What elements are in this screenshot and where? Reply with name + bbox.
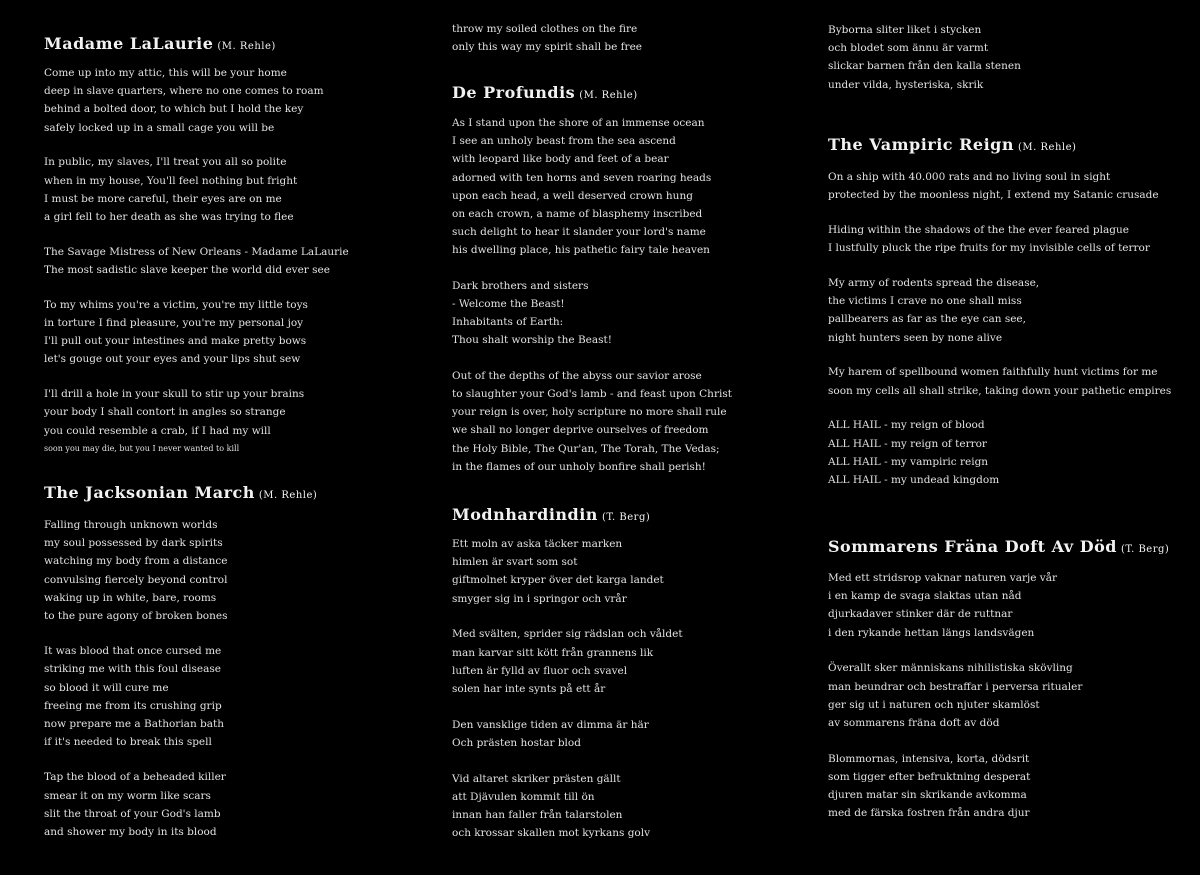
- lyric-line: To my whims you're a victim, you're my little toys: [44, 298, 308, 311]
- lyric-line: soon you may die, but you I never wanted to kill: [44, 443, 240, 453]
- lyric-line: Blommornas, intensiva, korta, dödsrit: [828, 752, 1030, 765]
- lyric-line: watching my body from a distance: [44, 555, 228, 568]
- lyric-line: ALL HAIL - my undead kingdom: [828, 474, 1000, 486]
- lyric-line: you could resemble a crab, if I had my will: [44, 424, 271, 437]
- lyric-line: Ett moln av aska täcker marken: [452, 538, 623, 550]
- lyric-line: the Holy Bible, The Qur'an, The Torah, The Vedas;: [452, 442, 720, 455]
- lyric-line: man beundrar och bestraffar i perversa ritualer: [828, 680, 1083, 693]
- song-title-text: Madame LaLaurie: [44, 34, 214, 53]
- lyric-line: djuren matar sin skrikande avkomma: [828, 789, 1027, 801]
- lyric-line: with leopard like body and feet of a bear: [452, 153, 669, 166]
- lyric-line: in the flames of our unholy bonfire shall perish!: [452, 460, 706, 473]
- lyric-line: safely locked up in a small cage you will be: [44, 121, 275, 134]
- song-title: [452, 83, 638, 106]
- lyric-line: I must be more careful, their eyes are on me: [44, 192, 282, 205]
- lyric-line: pallbearers as far as the eye can see,: [828, 313, 1026, 326]
- lyric-line: so blood it will cure me: [44, 681, 169, 694]
- song-title: [828, 135, 1076, 158]
- lyric-line: and shower my body in its blood: [44, 826, 217, 838]
- lyric-line: now prepare me a Bathorian bath: [44, 718, 225, 730]
- song-title-text: Sommarens Fräna Doft Av Död: [828, 537, 1117, 556]
- lyric-line: giftmolnet kryper över det karga landet: [452, 574, 664, 587]
- lyric-line: som tigger efter befruktning desperat: [828, 770, 1031, 783]
- lyric-line: Hiding within the shadows of the the ever feared plague: [828, 224, 1129, 236]
- lyric-line: man karvar sitt kött från grannens lik: [452, 646, 654, 659]
- song-author: (M. Rehle): [1018, 142, 1077, 153]
- song-author: (M. Rehle): [579, 90, 638, 101]
- lyric-line: Överallt sker människans nihilistiska skövling: [828, 662, 1073, 675]
- lyric-line: ALL HAIL - my reign of blood: [828, 419, 985, 432]
- lyric-line: av sommarens fräna doft av död: [828, 716, 1000, 729]
- lyric-line: your reign is over, holy scripture no more shall rule: [452, 406, 727, 419]
- lyric-line: I see an unholy beast from the sea ascend: [452, 135, 676, 148]
- lyric-line: i en kamp de svaga slaktas utan nåd: [828, 590, 1022, 603]
- song-title-text: The Jacksonian March: [44, 483, 255, 502]
- lyric-line: djurkadaver stinker där de ruttnar: [828, 608, 1013, 621]
- lyric-line: The most sadistic slave keeper the world did ever see: [44, 264, 330, 276]
- lyric-line: soon my cells all shall strike, taking down your pathetic empires: [828, 384, 1172, 397]
- lyric-line: in torture I find pleasure, you're my personal joy: [44, 317, 304, 329]
- lyric-line: Dark brothers and sisters: [452, 279, 589, 292]
- lyric-line: ALL HAIL - my reign of terror: [828, 437, 987, 450]
- lyric-line: Falling through unknown worlds: [44, 519, 218, 531]
- lyric-line: waking up in white, bare, rooms: [44, 591, 217, 604]
- lyric-line: my soul possessed by dark spirits: [44, 537, 223, 550]
- lyric-line: on each crown, a name of blasphemy inscribed: [452, 208, 703, 220]
- lyric-line: under vilda, hysteriska, skrik: [828, 78, 984, 91]
- lyric-line: och krossar skallen mot kyrkans golv: [452, 827, 651, 840]
- lyric-line: solen har inte synts på ett år: [452, 682, 606, 695]
- lyric-line: slit the throat of your God's lamb: [44, 807, 221, 820]
- lyric-line: Med svälten, sprider sig rädslan och våldet: [452, 628, 683, 641]
- lyric-line: behind a bolted door, to which but I hold the key: [44, 103, 304, 116]
- lyric-line: deep in slave quarters, where no one comes to roam: [44, 85, 324, 98]
- song-title-text: The Vampiric Reign: [828, 135, 1014, 154]
- lyric-line: i den rykande hettan längs landsvägen: [828, 626, 1035, 639]
- lyric-line: och blodet som ännu är varmt: [828, 42, 989, 55]
- lyric-line: to the pure agony of broken bones: [44, 610, 228, 622]
- song-title-text: Modnhardindin: [452, 505, 598, 524]
- lyric-line: In public, my slaves, I'll treat you all so polite: [44, 156, 287, 169]
- lyric-line: we shall no longer deprive ourselves of freedom: [452, 424, 709, 437]
- lyric-line: ALL HAIL - my vampiric reign: [828, 455, 989, 468]
- lyric-line: himlen är svart som sot: [452, 556, 578, 569]
- lyric-line: - Welcome the Beast!: [452, 298, 565, 310]
- lyric-line: striking me with this foul disease: [44, 663, 221, 676]
- lyric-line: night hunters seen by none alive: [828, 331, 1003, 344]
- lyric-line: let's gouge out your eyes and your lips shut sew: [44, 353, 301, 366]
- lyric-line: slickar barnen från den kalla stenen: [828, 60, 1021, 73]
- song-title: [452, 505, 650, 528]
- lyric-line: upon each head, a well deserved crown hung: [452, 189, 693, 202]
- lyric-line: As I stand upon the shore of an immense ocean: [452, 117, 705, 129]
- lyric-line: throw my soiled clothes on the fire: [452, 23, 638, 35]
- lyric-line: It was blood that once cursed me: [44, 645, 222, 658]
- lyric-line: Out of the depths of the abyss our savior arose: [452, 369, 702, 382]
- lyric-line: med de färska fostren från andra djur: [828, 807, 1030, 820]
- song-author: (T. Berg): [601, 512, 651, 523]
- lyric-line: adorned with ten horns and seven roaring heads: [452, 171, 712, 184]
- lyric-line: I'll drill a hole in your skull to stir up your brains: [44, 388, 305, 401]
- lyric-line: I lustfully pluck the ripe fruits for my invisible cells of terror: [828, 242, 1150, 255]
- lyric-line: Come up into my attic, this will be your home: [44, 67, 287, 79]
- lyric-line: I'll pull out your intestines and make pretty bows: [44, 335, 307, 348]
- lyric-line: luften är fylld av fluor och svavel: [452, 664, 628, 677]
- lyric-line: smear it on my worm like scars: [44, 789, 211, 802]
- lyric-line: Thou shalt worship the Beast!: [452, 334, 612, 347]
- song-author: (T. Berg): [1120, 544, 1170, 555]
- lyric-line: such delight to hear it slander your lord's name: [452, 226, 706, 239]
- song-author: (M. Rehle): [217, 41, 276, 52]
- lyric-line: innan han faller från talarstolen: [452, 808, 623, 821]
- lyric-line: ger sig ut i naturen och njuter skamlöst: [828, 698, 1040, 711]
- lyric-line: Den vansklige tiden av dimma är här: [452, 718, 649, 731]
- lyric-line: a girl fell to her death as she was trying to flee: [44, 211, 294, 223]
- lyric-line: if it's needed to break this spell: [44, 736, 212, 749]
- lyric-line: his dwelling place, his pathetic fairy tale heaven: [452, 244, 710, 257]
- lyric-line: freeing me from its crushing grip: [44, 699, 222, 712]
- lyric-line: the victims I crave no one shall miss: [828, 295, 1022, 308]
- lyric-line: Med ett stridsrop vaknar naturen varje vår: [828, 572, 1058, 584]
- lyric-line: My harem of spellbound women faithfully hunt victims for me: [828, 366, 1158, 379]
- lyric-line: convulsing fiercely beyond control: [44, 573, 228, 586]
- song-author: (M. Rehle): [258, 490, 318, 501]
- lyric-line: when in my house, You'll feel nothing but fright: [44, 174, 298, 187]
- lyric-line: Inhabitants of Earth:: [452, 316, 564, 329]
- song-title-text: De Profundis: [452, 83, 576, 102]
- lyric-line: att Djävulen kommit till ön: [452, 790, 595, 803]
- lyric-line: protected by the moonless night, I extend my Satanic crusade: [828, 189, 1159, 202]
- lyric-line: Vid altaret skriker prästen gällt: [452, 772, 621, 785]
- lyric-line: On a ship with 40.000 rats and no living soul in sight: [828, 171, 1111, 183]
- lyric-line: Tap the blood of a beheaded killer: [44, 771, 226, 784]
- song-title: [828, 537, 1169, 560]
- lyric-line: Byborna sliter liket i stycken: [828, 24, 982, 36]
- lyric-line: The Savage Mistress of New Orleans - Madame LaLaurie: [44, 245, 349, 258]
- lyric-line: Och prästen hostar blod: [452, 736, 581, 749]
- lyric-line: only this way my spirit shall be free: [452, 41, 642, 54]
- lyric-line: your body I shall contort in angles so strange: [44, 406, 286, 419]
- song-title: [44, 34, 276, 57]
- lyric-line: smyger sig in i springor och vrår: [452, 592, 627, 605]
- lyric-line: to slaughter your God's lamb - and feast upon Christ: [452, 388, 732, 400]
- lyric-line: My army of rodents spread the disease,: [828, 277, 1040, 289]
- song-title: [44, 483, 317, 506]
